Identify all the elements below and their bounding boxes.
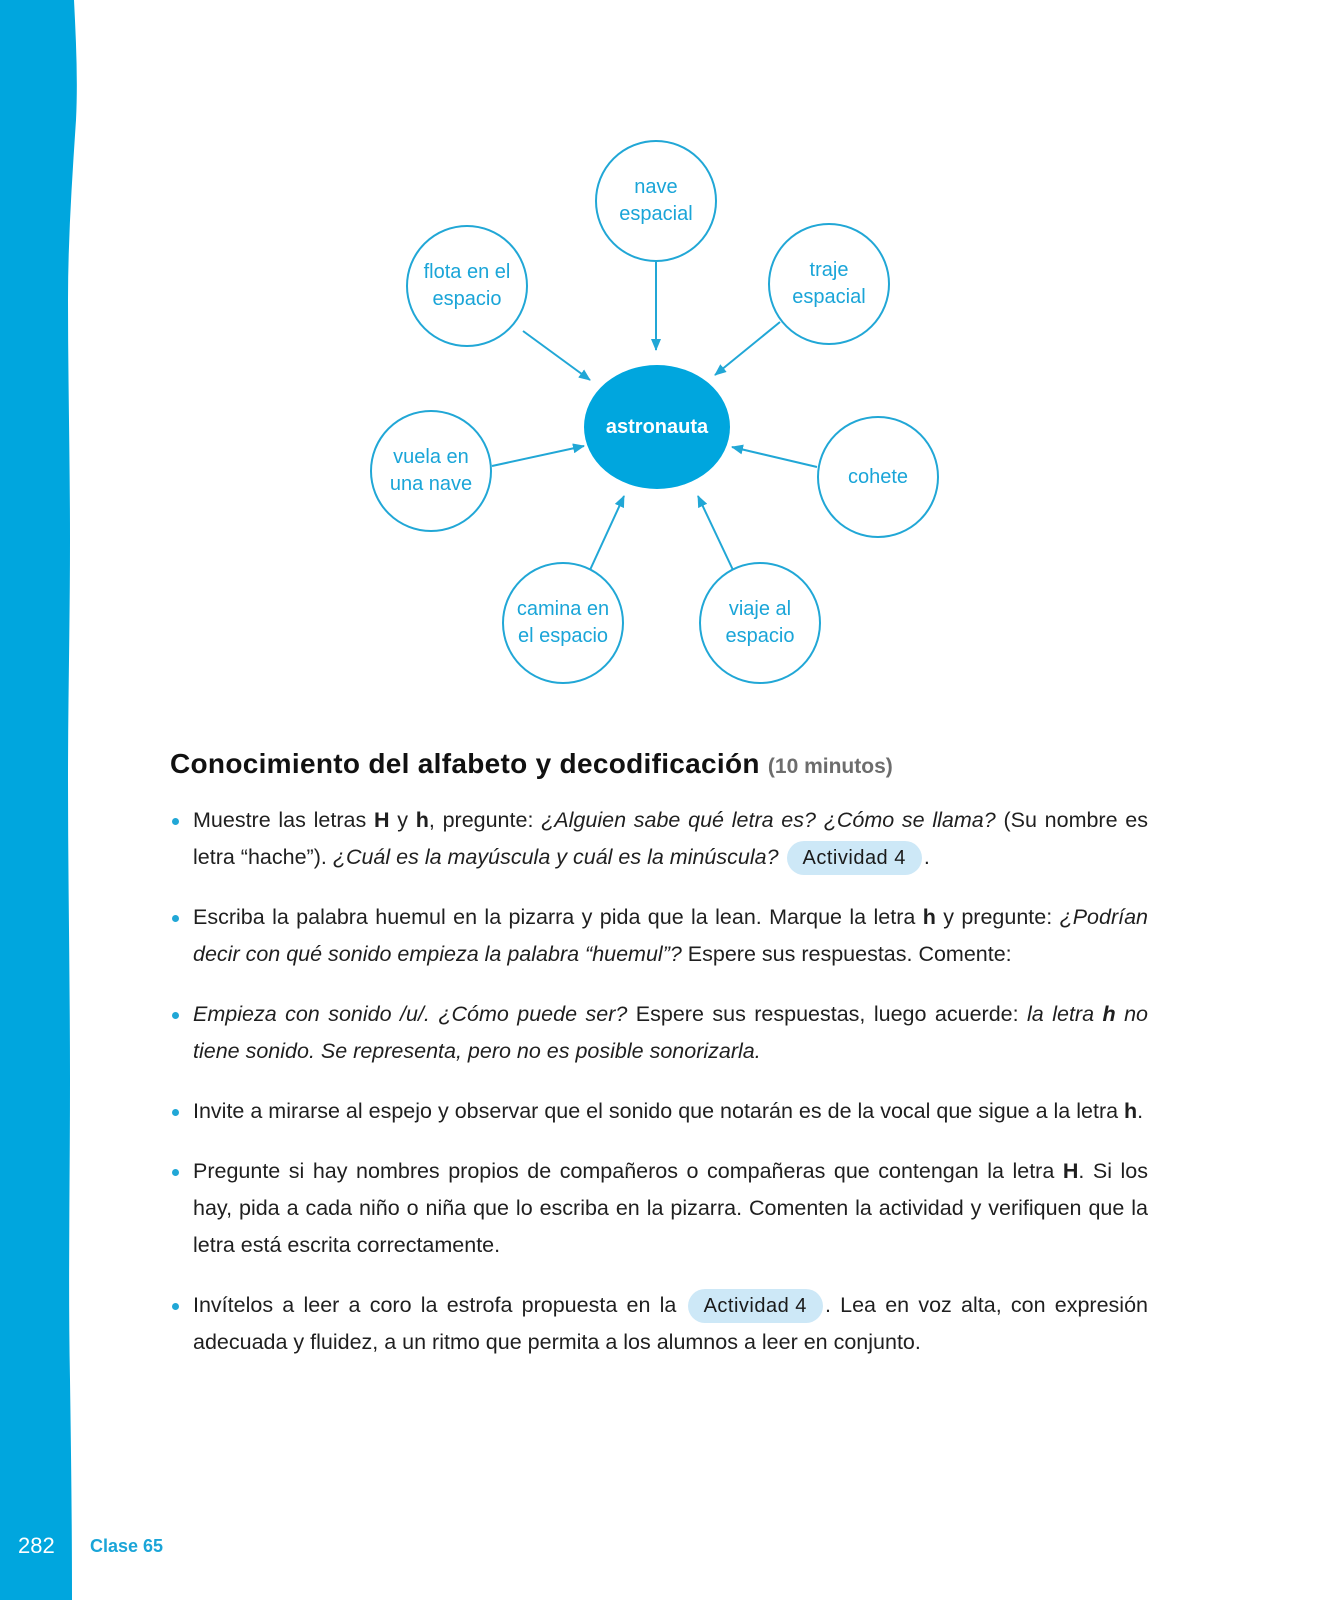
arrow-bottom-right <box>698 496 733 570</box>
text: Espere sus respuestas. Comente: <box>681 942 1012 966</box>
node-label: nave espacial <box>619 176 693 225</box>
bullet-item-5 <box>170 1153 1148 1264</box>
italic-text: no tiene sonido. Se representa, pero no es posible sonorizarla. <box>193 1002 1149 1063</box>
node-label: vuela en una nave <box>389 446 473 495</box>
side-band <box>0 0 80 1600</box>
question-text: ¿Cuál es la mayúscula y cuál es la minúscula? <box>332 845 779 869</box>
text: . Si los hay, pida a cada niño o niña que lo escriba en la pizarra. Comenten la actividad y verifiquen que la letra está escrita correctamente. <box>193 1159 1148 1257</box>
text: Espere sus respuestas, luego acuerde: <box>627 1002 1028 1026</box>
letter-h-bold: H <box>1062 1159 1079 1183</box>
arrow-left <box>492 446 584 466</box>
bullet-item-3 <box>170 996 1148 1070</box>
page-number: 282 <box>18 1533 55 1558</box>
text: , pregunte: <box>428 808 542 832</box>
text: . Lea en voz alta, con expresión adecuada y fluidez, a un ritmo que permita a los alumnos a leer en conjunto. <box>193 1293 1148 1354</box>
arrow-top-right <box>715 322 780 375</box>
letter-h-bold: h <box>1124 1099 1138 1123</box>
text: (Su nombre es letra “hache”). <box>193 808 1148 869</box>
section-title-text: Conocimiento del alfabeto y decodificación <box>170 748 760 779</box>
text: Pregunte si hay nombres propios de compañeros o compañeras que contengan la letra <box>193 1159 1063 1183</box>
text: y pregunte: <box>935 905 1060 929</box>
bullet-item-6 <box>170 1287 1148 1361</box>
node-label: viaje al espacio <box>725 598 795 647</box>
class-label: Clase 65 <box>90 1536 164 1556</box>
text: Invite a mirarse al espejo y observar que el sonido que notarán es de la vocal que sigue a la letra <box>193 1099 1125 1123</box>
center-node-astronauta <box>584 365 730 489</box>
bullet-item-4 <box>170 1093 1148 1130</box>
node-traje-espacial <box>768 223 890 345</box>
text: Muestre las letras <box>193 808 374 832</box>
node-label: flota en el espacio <box>423 261 511 310</box>
node-nave-espacial <box>595 140 717 262</box>
arrow-bottom-left <box>590 496 624 570</box>
node-cohete <box>817 416 939 538</box>
node-viaje-al-espacio <box>699 562 821 684</box>
text: . <box>1137 1099 1144 1123</box>
node-camina-en-el-espacio <box>502 562 624 684</box>
letter-h-bold: h <box>415 808 429 832</box>
letter-h-bold: H <box>373 808 390 832</box>
letter-h-bold: h <box>1102 1002 1116 1026</box>
concept-map <box>360 130 960 700</box>
section-duration: (10 minutos) <box>767 755 893 778</box>
node-label: cohete <box>847 465 909 488</box>
italic-text: la letra <box>1027 1002 1103 1026</box>
bullet-item-1 <box>170 802 1148 876</box>
activity-badge: Actividad 4 <box>787 841 922 875</box>
node-label: traje espacial <box>792 259 866 308</box>
text: y <box>389 808 416 832</box>
letter-h-bold: h <box>922 905 936 929</box>
italic-text: Empieza con sonido /u/. ¿Cómo puede ser? <box>193 1002 628 1026</box>
text: Invítelos a leer a coro la estrofa propuesta en la <box>193 1293 686 1317</box>
node-vuela-en-una-nave <box>370 410 492 532</box>
text: Escriba la palabra huemul en la pizarra y pida que la lean. Marque la letra <box>193 905 923 929</box>
center-node-label: astronauta <box>605 415 709 438</box>
arrow-right <box>732 447 817 467</box>
question-text: ¿Podrían decir con qué sonido empieza la palabra “huemul”? <box>193 905 1148 966</box>
lesson-content <box>170 748 1148 1384</box>
bullet-item-2 <box>170 899 1148 973</box>
node-label: camina en el espacio <box>516 598 610 647</box>
activity-badge: Actividad 4 <box>688 1289 823 1323</box>
node-flota-en-el-espacio <box>406 225 528 347</box>
arrow-top-left <box>523 331 590 380</box>
question-text: ¿Alguien sabe qué letra es? ¿Cómo se llama? <box>541 808 996 832</box>
section-title <box>170 748 1148 780</box>
text: . <box>923 845 930 869</box>
